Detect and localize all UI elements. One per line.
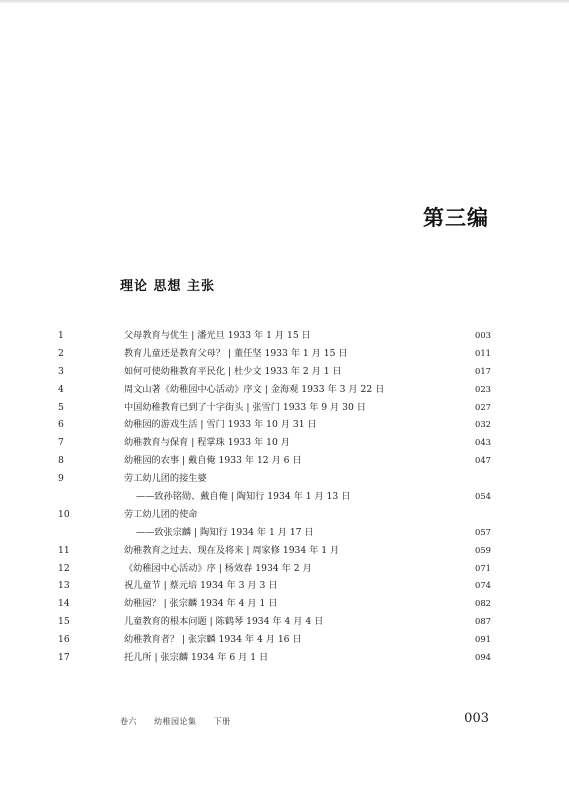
table-of-contents [0,327,569,667]
toc-entry [0,416,569,434]
toc-entry-title: 儿童教育的根本问题 | 陈鹤琴 1934 年 4 月 4 日 [124,616,324,628]
toc-entry-title: 周文山著《幼稚园中心活动》序文 | 金海观 1933 年 3 月 22 日 [124,383,385,395]
toc-entry [0,577,569,595]
toc-entry [0,434,569,452]
part-title: 第三编 [423,205,489,230]
toc-entry-page: 023 [475,383,491,394]
toc-entry-number: 5 [58,401,64,413]
toc-entry-number: 4 [58,383,64,395]
toc-entry [0,524,569,542]
running-footer [120,716,231,727]
toc-entry-page: 017 [475,365,491,376]
toc-entry [0,399,569,417]
toc-entry [0,631,569,649]
toc-entry [0,345,569,363]
toc-entry-number: 12 [58,562,70,574]
toc-entry-title: 父母教育与优生 | 潘光旦 1933 年 1 月 15 日 [124,330,311,341]
footer-volume: 卷六 [120,717,137,726]
toc-entry-page: 091 [475,634,491,645]
toc-entry-number: 13 [58,580,70,592]
toc-entry [0,488,569,506]
toc-entry-page: 074 [475,580,491,591]
toc-entry [0,327,569,345]
toc-entry-title: 中国幼稚教育已到了十字街头 | 张雪门 1933 年 9 月 30 日 [124,401,366,413]
top-border [0,0,569,3]
toc-entry [0,363,569,381]
toc-entry-page: 027 [475,401,491,412]
toc-entry-page: 094 [475,652,491,663]
toc-entry-number: 3 [58,365,64,377]
footer-part: 下册 [213,717,231,726]
toc-entry-number: 10 [58,508,70,520]
toc-entry-number: 14 [58,598,70,610]
toc-entry-title: 幼稚教育者？ | 张宗麟 1934 年 4 月 16 日 [124,634,302,646]
toc-entry [0,506,569,524]
toc-entry-title: 幼稚教育与保育 | 程掌珠 1933 年 10 月 [124,437,290,449]
toc-entry-number: 2 [58,347,64,359]
toc-entry-page: 082 [475,598,491,609]
footer-book-title: 幼稚园论集 [154,717,197,726]
toc-entry-number: 8 [58,455,64,467]
toc-entry-title: ——致张宗麟 | 陶知行 1934 年 1 月 17 日 [136,526,314,538]
toc-entry-title: 劳工幼儿团的使命 [124,508,198,520]
toc-entry-page: 043 [475,437,491,448]
toc-entry-number: 9 [58,473,64,485]
toc-entry-title: 如何可使幼稚教育平民化 | 杜少文 1933 年 2 月 1 日 [124,365,342,377]
toc-entry [0,560,569,578]
toc-entry-number: 15 [58,616,70,628]
toc-entry-title: 幼稚园？ | 张宗麟 1934 年 4 月 1 日 [124,598,278,610]
toc-entry [0,595,569,613]
toc-entry-page: 071 [475,562,491,573]
toc-entry-page: 032 [475,419,491,430]
toc-entry-title: 祝儿童节 | 蔡元培 1934 年 3 月 3 日 [124,580,278,592]
toc-entry [0,452,569,470]
toc-entry [0,542,569,560]
toc-entry-title: 教育儿童还是教育父母？ | 董任坚 1933 年 1 月 15 日 [124,347,348,359]
toc-entry-title: 《幼稚园中心活动》序 | 杨效春 1934 年 2 月 [124,562,312,574]
toc-entry-title: 幼稚园的农事 | 戴自俺 1933 年 12 月 6 日 [124,455,302,467]
toc-entry-number: 11 [58,544,70,556]
toc-entry-title: 幼稚园的游戏生活 | 雪门 1933 年 10 月 31 日 [124,419,317,431]
toc-entry-number: 16 [58,634,70,646]
toc-entry-number: 7 [58,437,64,449]
toc-entry-page: 011 [475,347,491,358]
toc-entry-page: 059 [475,544,491,555]
toc-entry-number: 6 [58,419,64,431]
toc-entry-page: 047 [475,455,491,466]
footer-page-number: 003 [464,711,489,726]
toc-entry [0,613,569,631]
toc-entry-title: 托儿所 | 张宗麟 1934 年 6 月 1 日 [124,652,269,664]
toc-entry-page: 054 [475,491,491,502]
toc-entry [0,381,569,399]
toc-entry-title: ——致孙铭勋、戴自俺 | 陶知行 1934 年 1 月 13 日 [136,491,351,503]
toc-entry-number: 17 [58,652,70,664]
toc-entry [0,649,569,667]
toc-entry-number: 1 [58,330,64,341]
section-title: 理论 思想 主张 [120,279,216,294]
toc-entry-page: 057 [475,526,491,537]
toc-entry-page: 003 [475,330,491,340]
toc-entry-title: 劳工幼儿团的接生婆 [124,473,207,485]
toc-entry-title: 幼稚教育之过去、现在及将来 | 周家修 1934 年 1 月 [124,544,340,556]
toc-entry-page: 087 [475,616,491,627]
toc-entry [0,470,569,488]
